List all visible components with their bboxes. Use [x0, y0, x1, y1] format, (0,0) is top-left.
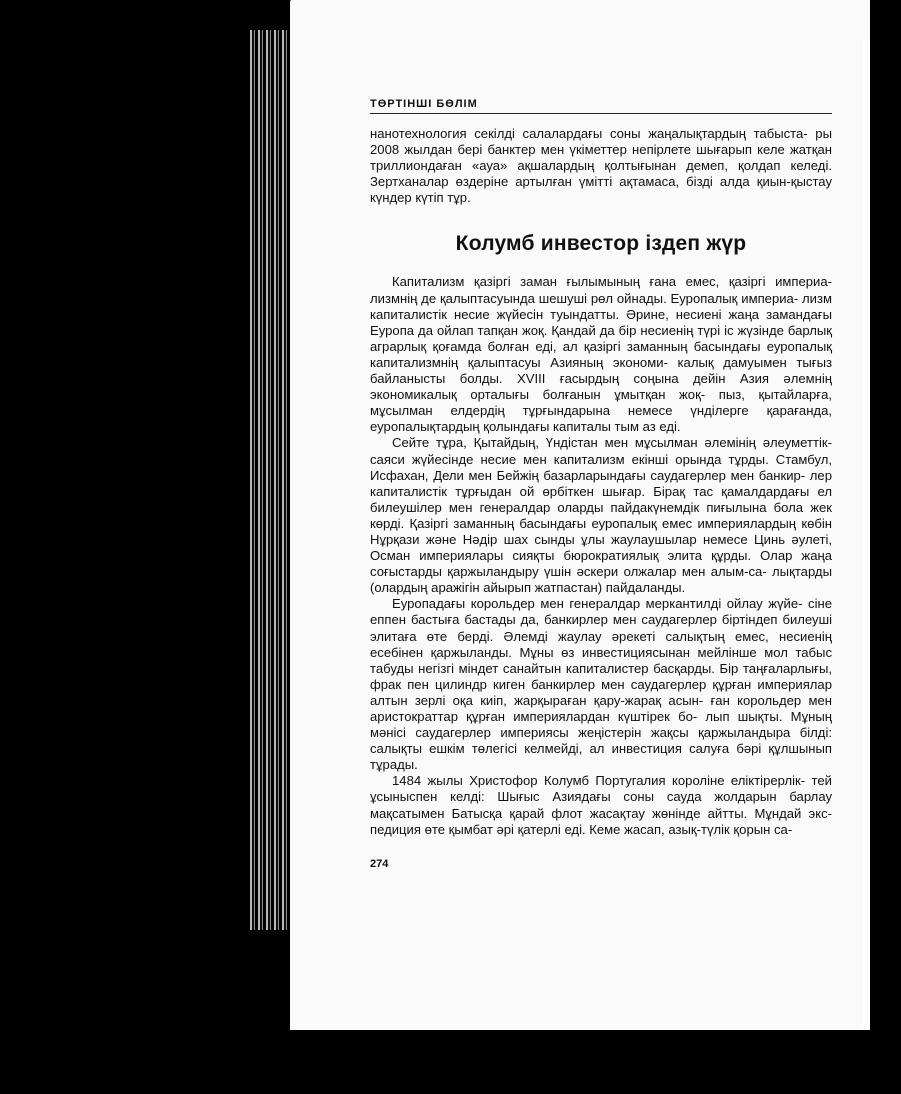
scan-border-bottom	[250, 1030, 901, 1094]
scan-border-right	[870, 0, 901, 1094]
section-heading: Колумб инвестор іздеп жүр	[455, 232, 747, 256]
running-head: ТӨРТІНШІ БӨЛІМ	[370, 98, 832, 114]
scan-artifact-streaks	[250, 30, 290, 930]
page-number: 274	[370, 857, 389, 870]
body-paragraph-2: Сейте тұра, Қытайдың, Үндістан мен мұсылман әлемінің әлеуметтік- саяси жүйесінде несие мен капитализм екінші орында тұрды. Стамбул, Исфахан, Дели мен Бейжің базарларындағы саудагерлер мен банкир- лер капиталистік тұрғыдан ой өрбіткен шығар. Бірақ тас қамалдардағы ел билеушілер мен генералдар оларды пайдакүнемдік пиғылына бола жек көрді. Қазіргі заманның басындағы еуропалық емес империялардың көбін Нұрқази және Нәдір шах сынды ұлы жаулаушылар немесе Цинь әулеті, Осман империялары сияқты бюрократиялық элита құрды. Олар жаңа соғыстарды қаржыландыру үшін әскери олжалар мен алым-са- лықтарды (олардың аражігін айырып жатпастан) пайдаланды.	[370, 435, 832, 596]
intro-paragraph: нанотехнология секілді салалардағы соны жаңалықтардың табыста- ры 2008 жылдан бері банктер мен үкіметтер непірлете шығарып келе жатқан триллиондаған «ауа» ақшалардың қолтығынан демеп, қолдап келеді. Зертханалар өздеріне артылған үмітті ақтамаса, бізді алда қиын-қыстау күндер күтіп тұр.	[370, 126, 832, 206]
body-paragraph-3: Еуропадағы корольдер мен генералдар меркантилді ойлау жүйе- сіне еппен бастыға бастады да, банкирлер мен саудагерлер біртіндеп билеуші элитаға өте берді. Әлемді жаулау әрекеті салықтың емес, несиенің есебінен қаржыланды. Мұны өз инвестициясынан мейлінше мол табыс табуды негізгі міндет санайтын капиталистер басқарды. Бір таңғаларлығы, фрак пен цилиндр киген банкирлер мен саудагерлер құрған империялар алтын зерлі оқа киіп, жарқыраған қару-жарақ асын- ған корольдер мен аристократтар құрған империялардан күштірек бо- лып шықты. Мұның мәнісі саудагерлер империясы жеңістерін жақсы қаржыландыра білді: салықты ешкім төлегісі келмейді, ал инвестиция салуға бәрі құлшынып тұрады.	[370, 596, 832, 773]
body-paragraph-1: Капитализм қазіргі заман ғылымының ғана емес, қазіргі империа- лизмнің де қалыптасуында шешуші рөл ойнады. Еуропалық империа- лизм капиталистік несие жүйесін туындатты. Әрине, несиені жаңа замандағы Еуропа да ойлап тапқан жоқ. Қандай да бір несиенің түрі іс жүзінде барлық аграрлық қоғамда болған еді, ал қазіргі заманның басындағы еуропалық капитализмнің қалыптасуы Азияның экономи- калық дамуымен тығыз байланысты болды. XVIII ғасырдың соңына дейін Азия әлемнің экономикалық орталығы болғанын ұмытқан жоқ- пыз, қытайларға, мұсылман елдердің тұрғындарына немесе үнділерге қарағанда, еуропалықтардың қолындағы капиталы тым аз еді.	[370, 274, 832, 435]
scan-border-left	[0, 0, 250, 1094]
page-content	[370, 98, 832, 870]
body-paragraph-4: 1484 жылы Христофор Колумб Португалия короліне еліктірерлік- тей ұсыныспен келді: Шығыс Азиядағы соны сауда жолдарын барлау мақсатымен Батысқа қарай флот жасақтау жөнінде айтты. Мұндай экс- педиция өте қымбат әрі қатерлі еді. Кеме жасап, азық-түлік қорын са-	[370, 773, 832, 837]
